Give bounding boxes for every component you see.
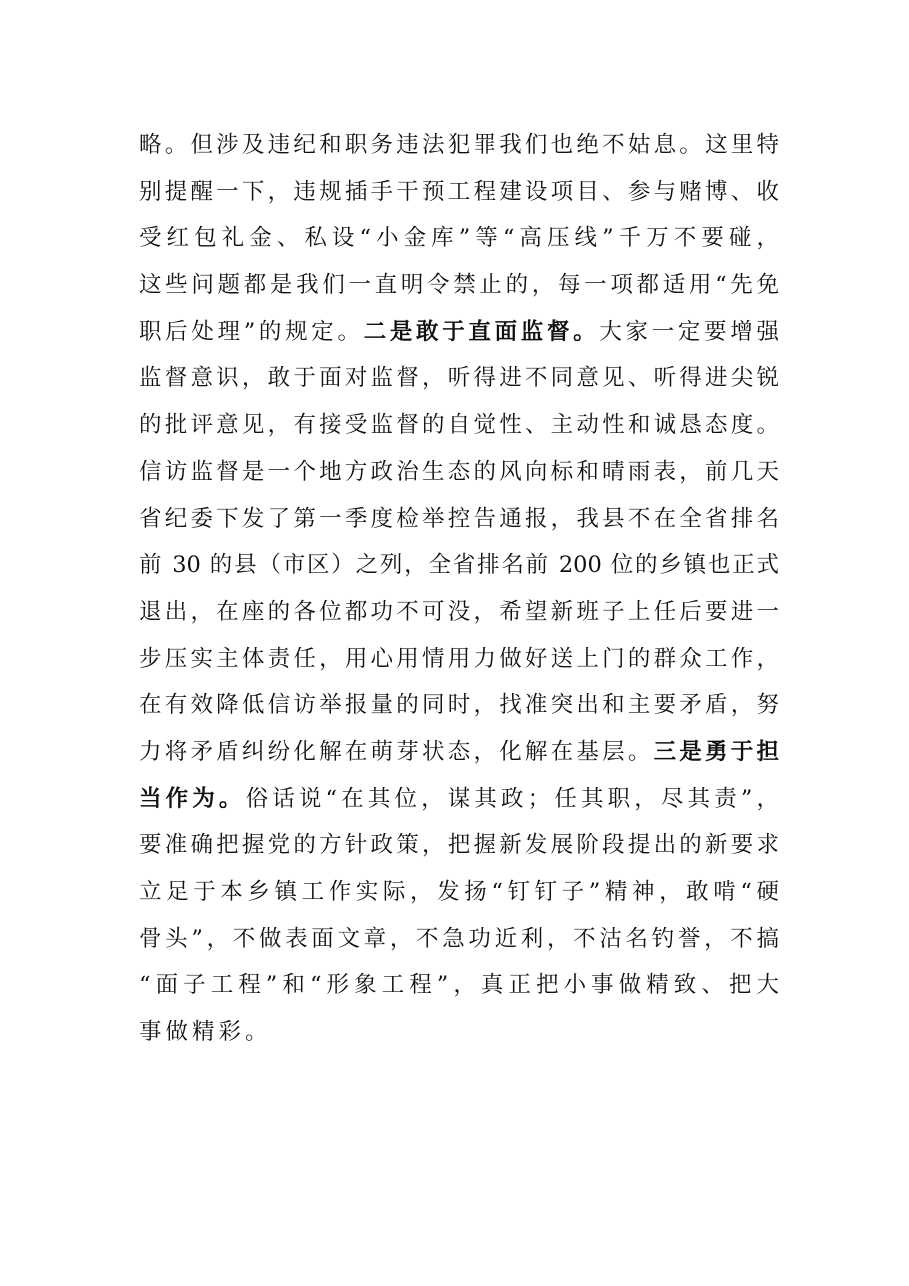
text-line: 监督意识，敢于面对监督，听得进不同意见、听得进尖锐 [139,365,779,392]
text-line: 省纪委下发了第一季度检举控告通报，我县不在全省排名 [139,505,779,532]
text-line: 在有效降低信访举报量的同时，找准突出和主要矛盾，努 [139,692,779,719]
text-line: 骨头”，不做表面文章，不急功近利，不沽名钓誉，不搞 [139,925,779,952]
bold-heading-three: 三是勇于担 [653,738,779,765]
text-line: 受红包礼金、私设“小金库”等“高压线”千万不要碰， [139,225,779,252]
text-line: 力将矛盾纠纷化解在萌芽状态，化解在基层。三是勇于担 [139,738,779,765]
text-line: 要准确把握党的方针政策，把握新发展阶段提出的新要求 [139,832,779,859]
text-line: 当作为。俗话说“在其位，谋其政；任其职，尽其责”， [139,785,779,812]
text-line: 别提醒一下，违规插手干预工程建设项目、参与赌博、收 [139,178,779,205]
text-line: 步压实主体责任，用心用情用力做好送上门的群众工作， [139,645,779,672]
bold-heading-three-cont: 当作为。 [139,785,246,812]
text-line: 这些问题都是我们一直明令禁止的，每一项都适用“先免 [139,272,779,299]
text-line: 职后处理”的规定。二是敢于直面监督。大家一定要增强 [139,318,779,345]
text-line: 略。但涉及违纪和职务违法犯罪我们也绝不姑息。这里特 [139,132,779,158]
text-line: 前 30 的县（市区）之列，全省排名前 200 位的乡镇也正式 [139,552,779,579]
bold-heading-two: 二是敢于直面监督。 [363,318,600,345]
body-paragraph [139,122,779,1056]
text-line: 事做精彩。 [139,1019,272,1046]
text-line: 信访监督是一个地方政治生态的风向标和晴雨表，前几天 [139,458,779,485]
text-line: 的批评意见，有接受监督的自觉性、主动性和诚恳态度。 [139,412,779,439]
text-line: 退出，在座的各位都功不可没，希望新班子上任后要进一 [139,598,779,625]
text-line: 立足于本乡镇工作实际，发扬“钉钉子”精神，敢啃“硬 [139,879,779,905]
text-line: “面子工程”和“形象工程”，真正把小事做精致、把大 [139,972,779,999]
